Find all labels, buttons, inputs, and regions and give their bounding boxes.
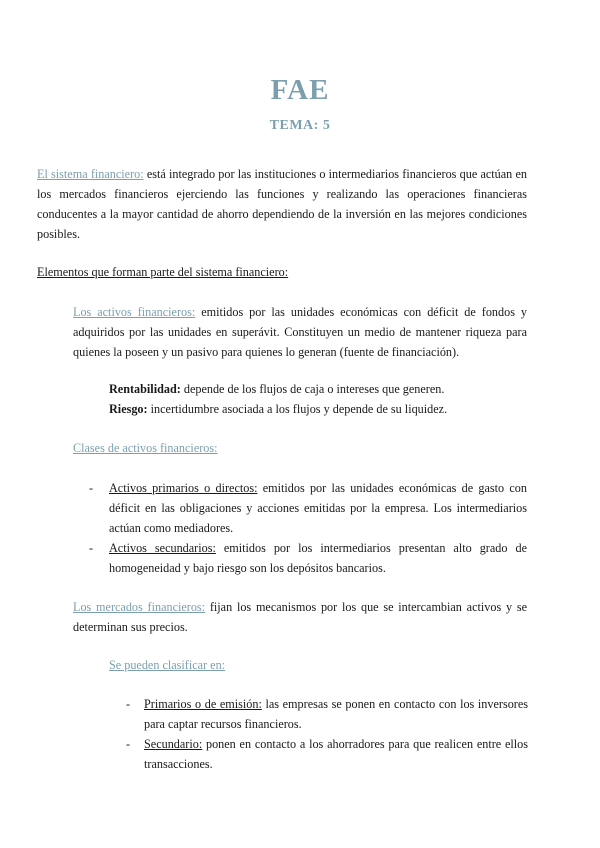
- list-item-text: [144, 694, 528, 734]
- list-item-description: emitidos por las unidades económicas de gasto con déficit en las obligaciones y acciones emitidas por la empresa. Los intermediarios actúan como mediadores.: [109, 481, 527, 535]
- list-item-term: Activos primarios o directos:: [109, 481, 258, 495]
- list-item-term: Activos secundarios:: [109, 541, 216, 555]
- list-item-text: [144, 734, 528, 774]
- property-term: Rentabilidad:: [109, 382, 181, 396]
- list-item-text: [109, 478, 527, 538]
- list-item-term: Primarios o de emisión:: [144, 697, 262, 711]
- bullet-dash: -: [126, 737, 131, 751]
- list-item-secundario: [126, 734, 528, 774]
- list-item-primarios: [126, 694, 528, 734]
- list-item-description: ponen en contacto a los ahorradores para que realicen entre ellos transacciones.: [144, 737, 528, 771]
- elements-heading: Elementos que forman parte del sistema financiero:: [37, 265, 289, 279]
- mercados-text: fijan los mecanismos por los que se intercambian activos y se determinan sus precios.: [73, 600, 527, 634]
- intro-paragraph: [37, 164, 527, 244]
- bullet-dash: -: [126, 697, 131, 711]
- bullet-dash: -: [89, 541, 94, 555]
- mercados-paragraph: [73, 597, 527, 637]
- intro-term: El sistema financiero:: [37, 167, 144, 181]
- topic-subtitle: TEMA: 5: [269, 118, 331, 133]
- list-item-term: Secundario:: [144, 737, 203, 751]
- property-riesgo: [109, 399, 529, 419]
- list-item-text: [109, 538, 527, 578]
- intro-text: está integrado por las instituciones o intermediarios financieros que actúan en los mercados financieros ejerciendo las funciones y realizando las operaciones financieras conducentes a la mayor cantidad de ahorro dependiendo de la inversión en las mejores condiciones posibles.: [37, 167, 527, 241]
- property-text: incertidumbre asociada a los flujos y depende de su liquidez.: [147, 402, 448, 416]
- list-item-description: emitidos por los intermediarios presentan alto grado de homogeneidad y bajo riesgo son los depósitos bancarios.: [109, 541, 527, 575]
- clasificar-heading: Se pueden clasificar en:: [109, 658, 226, 672]
- clases-heading: Clases de activos financieros:: [73, 441, 218, 455]
- property-text: depende de los flujos de caja o intereses que generen.: [180, 382, 445, 396]
- property-rentabilidad: [109, 379, 529, 399]
- mercados-term: Los mercados financieros:: [73, 600, 206, 614]
- activos-text: emitidos por las unidades económicas con déficit de fondos y adquiridos por las unidades en superávit. Constituyen un medio de mantener riqueza para quienes la poseen y un pasivo para quienes lo generan (fuente de financiación).: [73, 305, 527, 359]
- list-item-description: las empresas se ponen en contacto con los inversores para captar recursos financieros.: [144, 697, 529, 731]
- list-item-activos-primarios: [89, 478, 527, 538]
- activos-paragraph: [73, 302, 527, 362]
- list-item-activos-secundarios: [89, 538, 527, 578]
- page-title: FAE: [270, 74, 330, 106]
- activos-term: Los activos financieros:: [73, 305, 196, 319]
- property-term: Riesgo:: [109, 402, 148, 416]
- bullet-dash: -: [89, 481, 94, 495]
